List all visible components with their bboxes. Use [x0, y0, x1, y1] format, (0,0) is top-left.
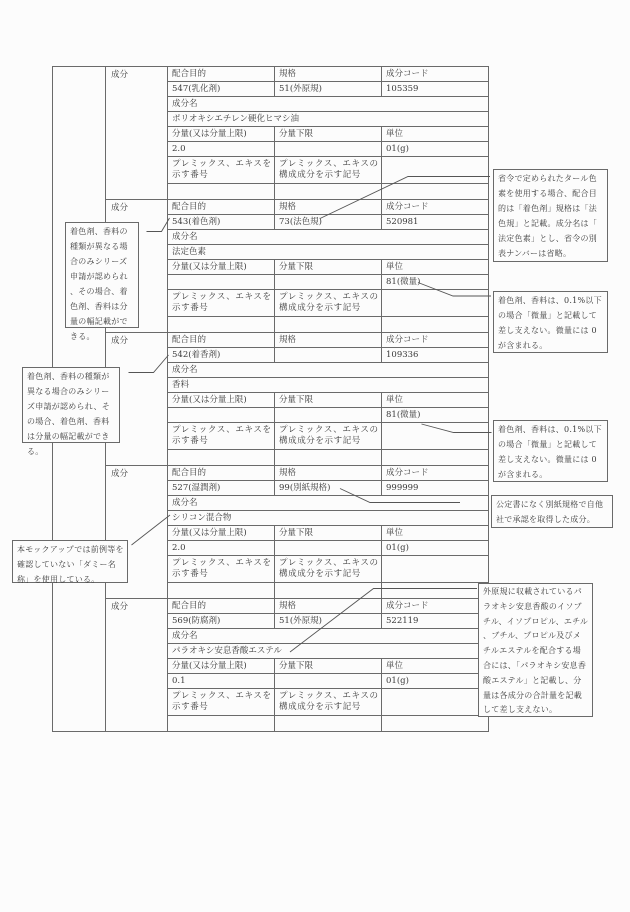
purpose-value: 542(着香剤)	[168, 348, 275, 363]
section-1-header-row	[53, 67, 489, 82]
unit-header: 単位	[382, 260, 489, 275]
unit-header: 単位	[382, 659, 489, 674]
name-header: 成分名	[168, 363, 489, 378]
component-label: 成分	[106, 333, 168, 466]
name-value: ポリオキシエチレン硬化ヒマシ油	[168, 112, 489, 127]
section-4-header-row	[53, 466, 489, 481]
premix-blank	[382, 556, 489, 583]
name-value: シリコン混合物	[168, 511, 489, 526]
premix-symbol-header: プレミックス、エキスの構成成分を示す記号	[275, 157, 382, 184]
callout-tar-dye-note: 省令で定められたタール色素を使用する場合、配合目的は「着色剤」規格は「法色規」と記載。成分名は「法定色素」とし、省令の別表ナンバーは省略。	[493, 169, 608, 262]
amount-header: 分量(又は分量上限)	[168, 260, 275, 275]
amount-header: 分量(又は分量上限)	[168, 659, 275, 674]
section-2-header-row	[53, 200, 489, 215]
unit-header: 単位	[382, 393, 489, 408]
component-label: 成分	[106, 466, 168, 599]
premix-extra-value	[382, 184, 489, 200]
amount-header: 分量(又は分量上限)	[168, 526, 275, 541]
code-header: 成分コード	[382, 333, 489, 348]
code-value: 520981	[382, 215, 489, 230]
lower-header: 分量下限	[275, 127, 382, 142]
callout-series-application-note: 着色剤、香料の種類が異なる場合のみシリーズ申請が認められ、その場合、着色剤、香料は分量の幅記載ができる。	[22, 367, 120, 443]
premix-symbol-header: プレミックス、エキスの構成成分を示す記号	[275, 423, 382, 450]
premix-extra-value	[382, 716, 489, 732]
callout-dummy-name-note: 本モックアップでは前例等を確認していない「ダミー名称」を使用している。	[12, 540, 128, 583]
purpose-header: 配合目的	[168, 599, 275, 614]
section-5-header-row	[53, 599, 489, 614]
callout-separate-standard-note: 公定書になく別紙規格で自他社で承認を取得した成分。	[491, 495, 613, 528]
premix-number-value	[168, 583, 275, 599]
name-value: パラオキシ安息香酸エステル	[168, 644, 489, 659]
lower-header: 分量下限	[275, 260, 382, 275]
code-value: 999999	[382, 481, 489, 496]
name-header: 成分名	[168, 97, 489, 112]
unit-header: 単位	[382, 526, 489, 541]
premix-number-header: プレミックス、エキスを示す番号	[168, 689, 275, 716]
code-value: 109336	[382, 348, 489, 363]
premix-symbol-value	[275, 583, 382, 599]
premix-number-header: プレミックス、エキスを示す番号	[168, 290, 275, 317]
lower-value	[275, 541, 382, 556]
name-value: 香料	[168, 378, 489, 393]
premix-blank	[382, 689, 489, 716]
premix-extra-value	[382, 450, 489, 466]
premix-symbol-header: プレミックス、エキスの構成成分を示す記号	[275, 689, 382, 716]
section-3-header-row	[53, 333, 489, 348]
standard-value: 51(外原規)	[275, 614, 382, 629]
premix-number-value	[168, 184, 275, 200]
premix-symbol-value	[275, 716, 382, 732]
lower-header: 分量下限	[275, 393, 382, 408]
premix-number-header: プレミックス、エキスを示す番号	[168, 556, 275, 583]
premix-number-header: プレミックス、エキスを示す番号	[168, 423, 275, 450]
premix-number-header: プレミックス、エキスを示す番号	[168, 157, 275, 184]
standard-value: 99(別紙規格)	[275, 481, 382, 496]
premix-symbol-header: プレミックス、エキスの構成成分を示す記号	[275, 556, 382, 583]
standard-value	[275, 348, 382, 363]
code-value: 105359	[382, 82, 489, 97]
premix-extra-value	[382, 317, 489, 333]
lower-value	[275, 142, 382, 157]
purpose-value: 569(防腐剤)	[168, 614, 275, 629]
premix-number-value	[168, 450, 275, 466]
amount-value: 2.0	[168, 142, 275, 157]
lower-header: 分量下限	[275, 526, 382, 541]
unit-value: 81(微量)	[382, 275, 489, 290]
name-value: 法定色素	[168, 245, 489, 260]
code-value: 522119	[382, 614, 489, 629]
unit-value: 01(g)	[382, 674, 489, 689]
unit-value: 81(微量)	[382, 408, 489, 423]
component-label: 成分	[106, 200, 168, 333]
premix-symbol-header: プレミックス、エキスの構成成分を示す記号	[275, 290, 382, 317]
purpose-value: 527(湿潤剤)	[168, 481, 275, 496]
amount-header: 分量(又は分量上限)	[168, 393, 275, 408]
name-header: 成分名	[168, 629, 489, 644]
standard-header: 規格	[275, 466, 382, 481]
standard-header: 規格	[275, 67, 382, 82]
standard-value: 73(法色規)	[275, 215, 382, 230]
purpose-header: 配合目的	[168, 466, 275, 481]
purpose-header: 配合目的	[168, 200, 275, 215]
callout-paraben-ester-note: 外原規に収載されているパラオキシ安息香酸のイソブチル、イソプロピル、エチル、ブチル、プロピル及びメチルエステルを配合する場合には、「パラオキシ安息香酸エステル」と記載し、分量は各成分の合計量を記載して差し支えない。	[478, 583, 593, 717]
purpose-header: 配合目的	[168, 333, 275, 348]
premix-number-value	[168, 317, 275, 333]
code-header: 成分コード	[382, 466, 489, 481]
code-header: 成分コード	[382, 599, 489, 614]
callout-trace-amount-note: 着色剤、香料は、0.1%以下の場合「微量」と記載して差し支えない。微量には 0 が含まれる。	[493, 291, 608, 353]
amount-value	[168, 408, 275, 423]
component-label: 成分	[106, 599, 168, 732]
standard-header: 規格	[275, 333, 382, 348]
code-header: 成分コード	[382, 200, 489, 215]
premix-blank	[382, 157, 489, 184]
purpose-header: 配合目的	[168, 67, 275, 82]
callout-series-application-note: 着色剤、香料の種類が異なる場合のみシリーズ申請が認められ、その場合、着色剤、香料は分量の幅記載ができる。	[65, 222, 139, 328]
amount-value: 2.0	[168, 541, 275, 556]
name-header: 成分名	[168, 496, 489, 511]
unit-value: 01(g)	[382, 142, 489, 157]
lower-value	[275, 275, 382, 290]
code-header: 成分コード	[382, 67, 489, 82]
standard-header: 規格	[275, 200, 382, 215]
premix-number-value	[168, 716, 275, 732]
premix-symbol-value	[275, 450, 382, 466]
standard-header: 規格	[275, 599, 382, 614]
amount-value: 0.1	[168, 674, 275, 689]
lower-header: 分量下限	[275, 659, 382, 674]
premix-blank	[382, 290, 489, 317]
callout-trace-amount-note: 着色剤、香料は、0.1%以下の場合「微量」と記載して差し支えない。微量には 0 が含まれる。	[493, 420, 608, 482]
purpose-value: 547(乳化剤)	[168, 82, 275, 97]
unit-header: 単位	[382, 127, 489, 142]
amount-header: 分量(又は分量上限)	[168, 127, 275, 142]
unit-value: 01(g)	[382, 541, 489, 556]
premix-symbol-value	[275, 317, 382, 333]
premix-symbol-value	[275, 184, 382, 200]
standard-value: 51(外原規)	[275, 82, 382, 97]
premix-blank	[382, 423, 489, 450]
component-label: 成分	[106, 67, 168, 200]
amount-value	[168, 275, 275, 290]
premix-extra-value	[382, 583, 489, 599]
lower-value	[275, 674, 382, 689]
name-header: 成分名	[168, 230, 489, 245]
purpose-value: 543(着色剤)	[168, 215, 275, 230]
lower-value	[275, 408, 382, 423]
